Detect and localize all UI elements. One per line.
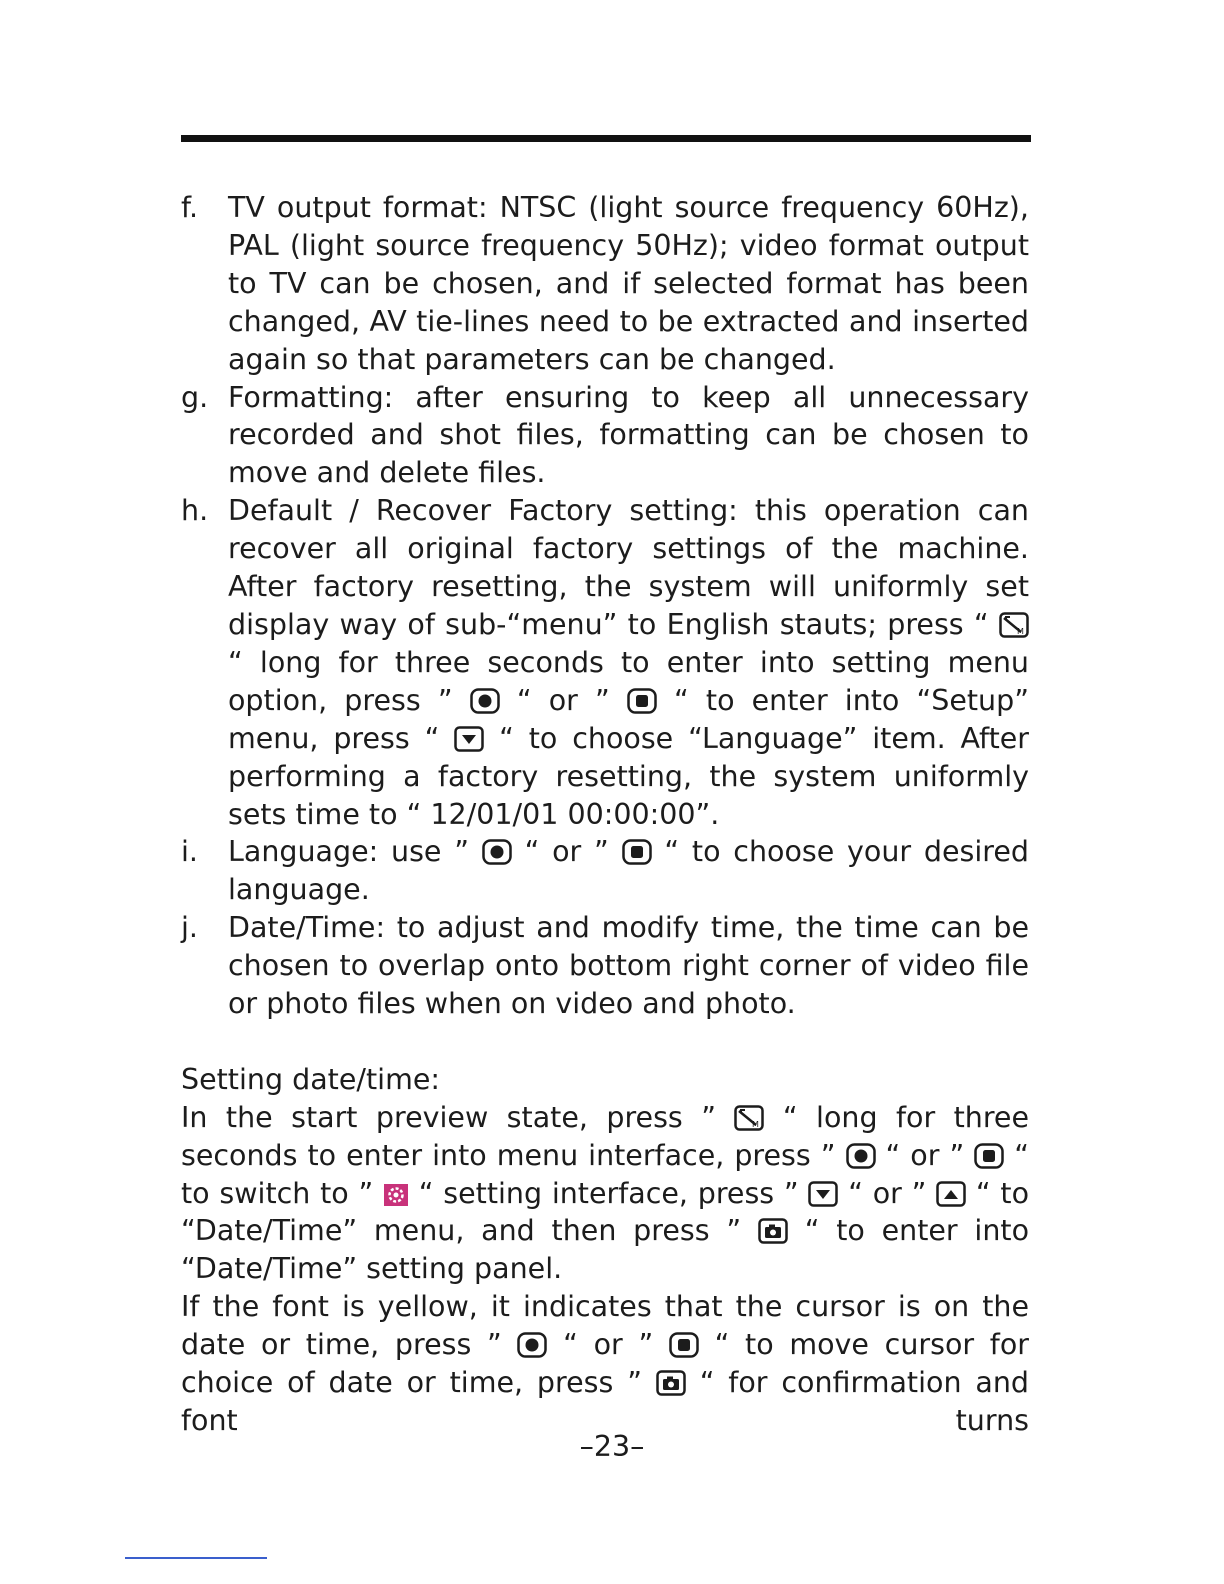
mode-m-icon (734, 1105, 764, 1131)
list-marker: i. (181, 835, 198, 869)
right-button-icon (622, 839, 652, 865)
list-item-text: Formatting: after ensuring to keep all unnecessary recorded and shot files, formatting can be chosen to move and delete files. (228, 380, 1029, 490)
list-marker: j. (181, 911, 198, 945)
svg-text:M: M (752, 1119, 760, 1129)
camera-shutter-icon (758, 1218, 788, 1244)
down-arrow-icon (454, 726, 484, 752)
bottom-line (125, 1557, 267, 1559)
svg-text:M: M (1017, 626, 1024, 636)
list-item-h: h. Default / Recover Factory setting: this operation can recover all original factory settings of the machine. After factory resetting, the system will uniformly set display way of sub-“menu” to English stauts; press “ M “ long for three seconds to enter into setting menu option, press ” “ or ” “ to enter into “Setup” menu, press “ “ to choose “Language” item. After performing a factory resetting, the system uniformly sets time to “ 12/01/01 00:00:00”. (181, 494, 1029, 831)
list-item-text: TV output format: NTSC (light source frequency 60Hz), PAL (light source frequency 50Hz); video format output to TV can be chosen, and if selected format has been changed, AV tie-lines need to be extracted and inserted again so that parameters can be changed. (228, 191, 1029, 376)
list-marker: f. (181, 191, 199, 224)
list-item-g (181, 379, 1029, 493)
mode-m-icon (999, 612, 1029, 638)
right-button-icon (627, 688, 657, 714)
page-number: –23– (579, 1430, 645, 1463)
section-heading: Setting date/time: (181, 1062, 440, 1096)
paragraph-cursor: If the font is yellow, it indicates that the cursor is on the date or time, press ” “ or ” “ to move cursor for choice of date or time, press ” “ for confirmation and font turns (181, 1290, 1029, 1437)
left-button-icon (846, 1143, 876, 1169)
right-button-icon (974, 1143, 1004, 1169)
spacer (181, 1023, 1029, 1061)
list-item-text: Date/Time: to adjust and modify time, the time can be chosen to overlap onto bottom right corner of video file or photo files when on video and photo. (228, 911, 1029, 1021)
paragraph-setting-steps: In the start preview state, press ” M “ long for three seconds to enter into menu interface, press ” “ or ” “ to switch to ” “ setting interface, press ” “ or ” “ to “Date/Time” menu, and then press ” “ to enter into “Date/Time” setting panel. (181, 1100, 1030, 1286)
right-button-icon (669, 1332, 699, 1358)
list-item-i: i. Language: use ” “ or ” “ to choose your desired language. (181, 835, 1030, 907)
page-content (181, 189, 1029, 1440)
down-arrow-icon (808, 1181, 838, 1207)
list-item-f (181, 189, 1029, 379)
list-item-j (181, 909, 1029, 1023)
left-button-icon (482, 839, 512, 865)
up-arrow-icon (936, 1181, 966, 1207)
header-rule (181, 135, 1031, 142)
settings-gear-icon (383, 1183, 409, 1207)
list-marker: h. (181, 494, 209, 528)
left-button-icon (517, 1332, 547, 1358)
list-marker: g. (181, 380, 209, 414)
camera-shutter-icon (656, 1370, 686, 1396)
left-button-icon (470, 688, 500, 714)
